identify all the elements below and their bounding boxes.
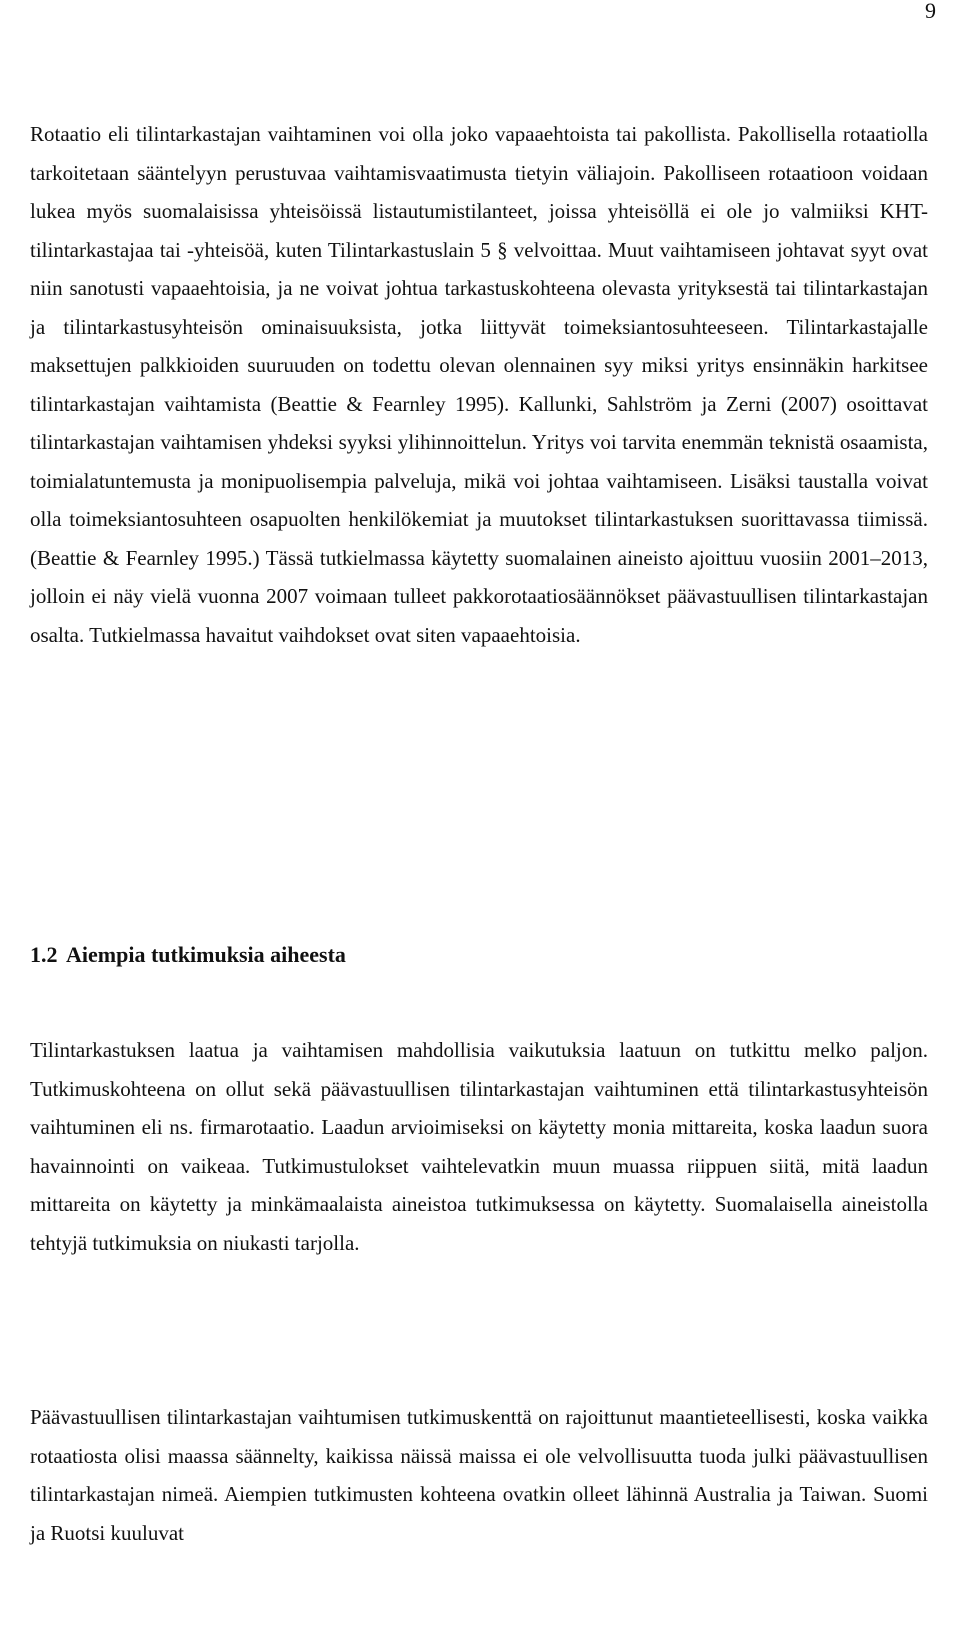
section-title: Aiempia tutkimuksia aiheesta <box>66 942 346 967</box>
paragraph-prior-research: Tilintarkastuksen laatua ja vaihtamisen mahdollisia vaikutuksia laatuun on tutkittu melko paljon. Tutkimuskohteena on ollut sekä päävastuullisen tilintarkastajan vaihtuminen että tilintarkastusyhteisön vaihtuminen eli ns. firmarotaatio. Laadun arvioimiseksi on käytetty monia mittareita, koska laadun suora havainnointi on vaikeaa. Tutkimustulokset vaihtelevatkin muun muassa riippuen siitä, mitä laadun mittareita on käytetty ja minkämaalaista aineistoa tutkimuksessa on käytetty. Suomalaisella aineistolla tehtyjä tutkimuksia on niukasti tarjolla. <box>30 1038 928 1255</box>
section-number: 1.2 <box>30 942 58 967</box>
paragraph-rotation: Rotaatio eli tilintarkastajan vaihtaminen voi olla joko vapaaehtoista tai pakollista. Pakollisella rotaatiolla tarkoitetaan sääntelyyn perustuvaa vaihtamisvaatimusta tietyin väliajoin. Pakolliseen rotaatioon voidaan lukea myös suomalaisissa yhteisöissä listautumistilanteet, joissa yhteisöllä ei ole jo valmiiksi KHT-tilintarkastajaa tai -yhteisöä, kuten Tilintarkastuslain 5 § velvoittaa. Muut vaihtamiseen johtavat syyt ovat niin sanotusti vapaaehtoisia, ja ne voivat johtua tarkastuskohteena olevasta yrityksestä tai tilintarkastajan ja tilintarkastusyhteisön ominaisuuksista, jotka liittyvät toimeksiantosuhteeseen. Tilintarkastajalle maksettujen palkkioiden suuruuden on todettu olevan olennainen syy miksi yritys ensinnäkin harkitsee tilintarkastajan vaihtamista (Beattie & Fearnley 1995). Kallunki, Sahlström ja Zerni (2007) osoittavat tilintarkastajan vaihtamisen yhdeksi syyksi ylihinnoittelun. Yritys voi tarvita enemmän teknistä osaamista, toimialatuntemusta ja monipuolisempia palveluja, mikä voi johtaa vaihtamiseen. Lisäksi taustalla voivat olla toimeksiantosuhteen osapuolten henkilökemiat ja muutokset tilintarkastuksen suorittavassa tiimissä. (Beattie & Fearnley 1995.) Tässä tutkielmassa käytetty suomalainen aineisto ajoittuu vuosiin 2001–2013, jolloin ei näy vielä vuonna 2007 voimaan tulleet pakkorotaatiosäännökset päävastuullisen tilintarkastajan osalta. Tutkielmassa havaitut vaihdokset ovat siten vapaaehtoisia. <box>30 122 928 647</box>
section-heading <box>30 940 928 970</box>
page-number: 9 <box>925 0 936 23</box>
paragraph-partner-rotation: Päävastuullisen tilintarkastajan vaihtumisen tutkimuskenttä on rajoittunut maantieteellisesti, koska vaikka rotaatiosta olisi maassa säännelty, kaikissa näissä maissa ei ole velvollisuutta tuoda julki päävastuullisen tilintarkastajan nimeä. Aiempien tutkimusten kohteena ovatkin olleet lähinnä Australia ja Taiwan. Suomi ja Ruotsi kuuluvat <box>30 1405 928 1545</box>
